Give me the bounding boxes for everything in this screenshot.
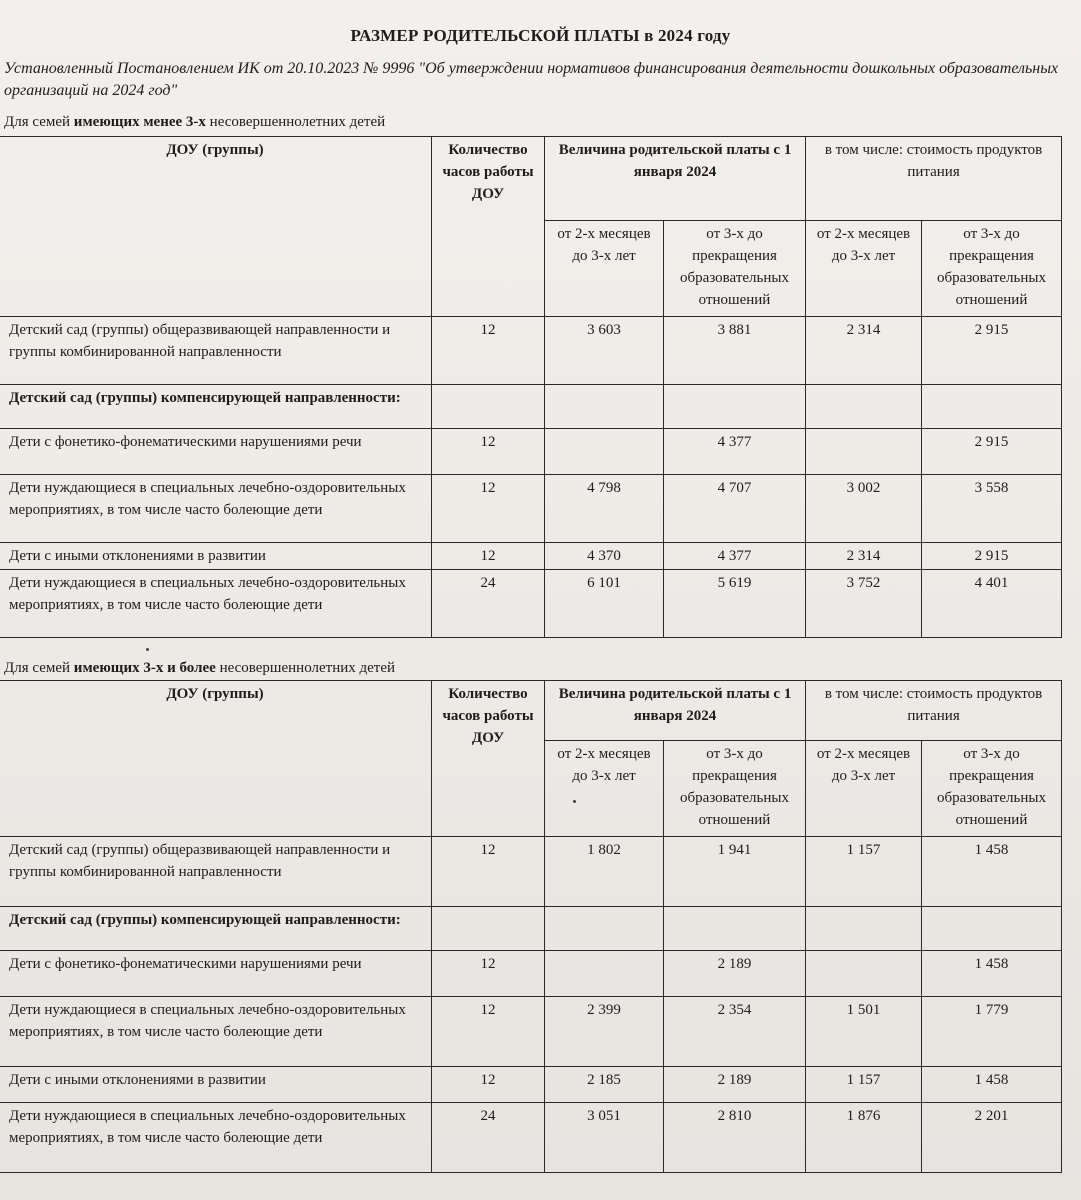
row-hours: 12	[432, 951, 545, 997]
header-food: в том числе: стоимость продуктов питания	[806, 137, 1062, 221]
row-food-2m-3y: 3 002	[806, 475, 922, 543]
row-fee-2m-3y: 2 185	[545, 1067, 664, 1103]
header-hours: Количество часов работы ДОУ	[432, 137, 545, 317]
row-fee-2m-3y: 4 798	[545, 475, 664, 543]
row-label: Дети с иными отклонениями в развитии	[0, 543, 432, 570]
caption-text: Для семей	[4, 660, 74, 676]
section-label: Детский сад (группы) компенсирующей направленности:	[0, 385, 432, 429]
caption-bold: имеющих менее 3-х	[73, 114, 206, 130]
table-row	[0, 570, 1062, 638]
row-label: Дети с иными отклонениями в развитии	[0, 1067, 432, 1103]
table-row	[0, 1067, 1062, 1103]
table-row	[0, 429, 1062, 475]
subheader-food-3y-end: от 3-х до прекращения образовательных отношений	[922, 741, 1062, 837]
row-label: Дети нуждающиеся в специальных лечебно-оздоровительных мероприятиях, в том числе часто болеющие дети	[0, 1103, 432, 1173]
caption-text: несовершеннолетних детей	[205, 114, 386, 130]
row-hours: 12	[432, 1067, 545, 1103]
subheader-food-3y-end: от 3-х до прекращения образовательных отношений	[922, 221, 1062, 317]
header-hours: Количество часов работы ДОУ	[432, 681, 545, 837]
row-food-3y-end: 1 458	[922, 1067, 1062, 1103]
paper-speck	[573, 800, 576, 803]
row-fee-2m-3y	[545, 429, 664, 475]
caption-text: несовершеннолетних детей	[215, 660, 396, 676]
row-hours: 12	[432, 997, 545, 1067]
table2-caption	[4, 660, 395, 677]
section-row	[0, 907, 1062, 951]
row-food-2m-3y: 1 501	[806, 997, 922, 1067]
row-food-2m-3y: 2 314	[806, 317, 922, 385]
header-food: в том числе: стоимость продуктов питания	[806, 681, 1062, 741]
row-food-3y-end: 3 558	[922, 475, 1062, 543]
table-row	[0, 837, 1062, 907]
row-hours: 12	[432, 475, 545, 543]
fee-table-2	[0, 680, 1062, 1173]
row-hours: 24	[432, 570, 545, 638]
row-food-3y-end: 2 915	[922, 429, 1062, 475]
row-fee-2m-3y	[545, 951, 664, 997]
row-label: Дети с фонетико-фонематическими нарушениями речи	[0, 429, 432, 475]
row-food-3y-end: 4 401	[922, 570, 1062, 638]
row-label: Дети с фонетико-фонематическими нарушениями речи	[0, 951, 432, 997]
row-fee-2m-3y: 6 101	[545, 570, 664, 638]
row-fee-3y-end: 5 619	[664, 570, 806, 638]
row-label: Дети нуждающиеся в специальных лечебно-оздоровительных мероприятиях, в том числе часто болеющие дети	[0, 570, 432, 638]
row-food-3y-end: 2 201	[922, 1103, 1062, 1173]
row-fee-3y-end: 4 377	[664, 543, 806, 570]
row-food-3y-end: 2 915	[922, 543, 1062, 570]
row-label: Детский сад (группы) общеразвивающей направленности и группы комбинированной направленности	[0, 837, 432, 907]
table1-caption	[4, 114, 385, 131]
row-fee-3y-end: 4 377	[664, 429, 806, 475]
row-hours: 12	[432, 543, 545, 570]
fee-table-1	[0, 136, 1062, 638]
caption-bold: имеющих 3-х и более	[73, 660, 216, 676]
subheader-fee-2m-3y: от 2-х месяцев до 3-х лет	[545, 741, 664, 837]
row-hours: 12	[432, 837, 545, 907]
table-row	[0, 475, 1062, 543]
legal-basis: Установленный Постановлением ИК от 20.10.2023 № 9996 "Об утверждении нормативов финансирования деятельности дошкольных образовательных организаций на 2024 год"	[4, 60, 1059, 99]
document-title: РАЗМЕР РОДИТЕЛЬСКОЙ ПЛАТЫ в 2024 году	[350, 26, 731, 45]
row-hours: 24	[432, 1103, 545, 1173]
table-row	[0, 997, 1062, 1067]
row-food-2m-3y: 3 752	[806, 570, 922, 638]
row-food-3y-end: 1 458	[922, 951, 1062, 997]
section-label: Детский сад (группы) компенсирующей направленности:	[0, 907, 432, 951]
row-fee-3y-end: 2 189	[664, 1067, 806, 1103]
row-fee-2m-3y: 4 370	[545, 543, 664, 570]
header-dou: ДОУ (группы)	[0, 681, 432, 837]
row-label: Детский сад (группы) общеразвивающей направленности и группы комбинированной направленности	[0, 317, 432, 385]
row-fee-2m-3y: 3 051	[545, 1103, 664, 1173]
row-fee-3y-end: 4 707	[664, 475, 806, 543]
row-fee-3y-end: 2 354	[664, 997, 806, 1067]
caption-text: Для семей	[4, 114, 74, 130]
row-fee-2m-3y: 3 603	[545, 317, 664, 385]
row-fee-3y-end: 2 189	[664, 951, 806, 997]
table-row	[0, 1103, 1062, 1173]
subheader-fee-3y-end: от 3-х до прекращения образовательных отношений	[664, 741, 806, 837]
row-hours: 12	[432, 429, 545, 475]
row-fee-3y-end: 1 941	[664, 837, 806, 907]
table-row	[0, 317, 1062, 385]
header-fee: Величина родительской платы с 1 января 2024	[545, 137, 806, 221]
paper-speck	[146, 648, 149, 651]
row-fee-2m-3y: 2 399	[545, 997, 664, 1067]
table-row	[0, 543, 1062, 570]
row-food-2m-3y: 1 157	[806, 1067, 922, 1103]
row-food-2m-3y: 1 876	[806, 1103, 922, 1173]
table-row	[0, 951, 1062, 997]
row-food-3y-end: 1 779	[922, 997, 1062, 1067]
row-label: Дети нуждающиеся в специальных лечебно-оздоровительных мероприятиях, в том числе часто болеющие дети	[0, 475, 432, 543]
row-food-2m-3y: 2 314	[806, 543, 922, 570]
header-fee: Величина родительской платы с 1 января 2024	[545, 681, 806, 741]
subheader-fee-2m-3y: от 2-х месяцев до 3-х лет	[545, 221, 664, 317]
row-fee-2m-3y: 1 802	[545, 837, 664, 907]
row-food-2m-3y	[806, 951, 922, 997]
row-food-3y-end: 2 915	[922, 317, 1062, 385]
row-food-3y-end: 1 458	[922, 837, 1062, 907]
section-row	[0, 385, 1062, 429]
row-label: Дети нуждающиеся в специальных лечебно-оздоровительных мероприятиях, в том числе часто болеющие дети	[0, 997, 432, 1067]
row-hours: 12	[432, 317, 545, 385]
subheader-fee-3y-end: от 3-х до прекращения образовательных отношений	[664, 221, 806, 317]
header-dou: ДОУ (группы)	[0, 137, 432, 317]
subheader-food-2m-3y: от 2-х месяцев до 3-х лет	[806, 221, 922, 317]
row-food-2m-3y	[806, 429, 922, 475]
row-food-2m-3y: 1 157	[806, 837, 922, 907]
row-fee-3y-end: 2 810	[664, 1103, 806, 1173]
row-fee-3y-end: 3 881	[664, 317, 806, 385]
subheader-food-2m-3y: от 2-х месяцев до 3-х лет	[806, 741, 922, 837]
